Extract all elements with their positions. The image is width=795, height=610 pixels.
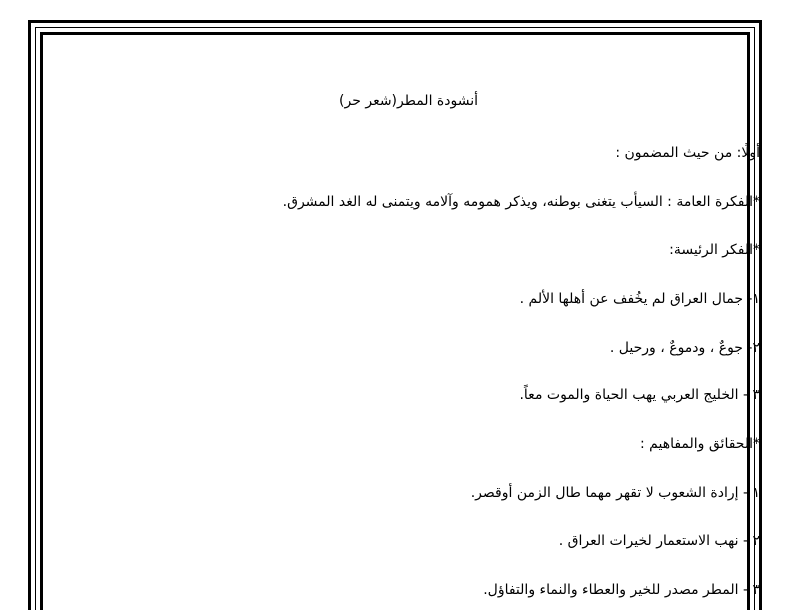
fact-item: ١ - إرادة الشعوب لا تقهر مهما طال الزمن أوقصر. <box>470 485 760 501</box>
main-idea-item: ٣ - الخليج العربي يهب الحياة والموت معاً. <box>519 387 760 403</box>
document-body <box>60 32 760 610</box>
fact-item: ٢ - نهب الاستعمار لخيرات العراق . <box>558 533 760 549</box>
main-ideas-heading: *الفكر الرئيسة: <box>669 242 760 258</box>
fact-item: ٣ - المطر مصدر للخير والعطاء والنماء والتفاؤل. <box>483 582 760 598</box>
main-idea-item: ٢- جوعٌ ، ودموعٌ ، ورحيل . <box>609 340 760 356</box>
main-idea-item: ١- جمال العراق لم يخُفف عن أهلها الألم . <box>519 291 760 307</box>
section-heading: أولًا: من حيث المضمون : <box>615 145 760 161</box>
general-idea: *الفكرة العامة : السيأب يتغنى بوطنه، ويذكر همومه وآلامه ويتمنى له الغد المشرق. <box>282 194 760 210</box>
facts-heading: *الحقائق والمفاهيم : <box>639 436 760 452</box>
document-title: أنشودة المطر(شعر حر) <box>339 93 478 109</box>
